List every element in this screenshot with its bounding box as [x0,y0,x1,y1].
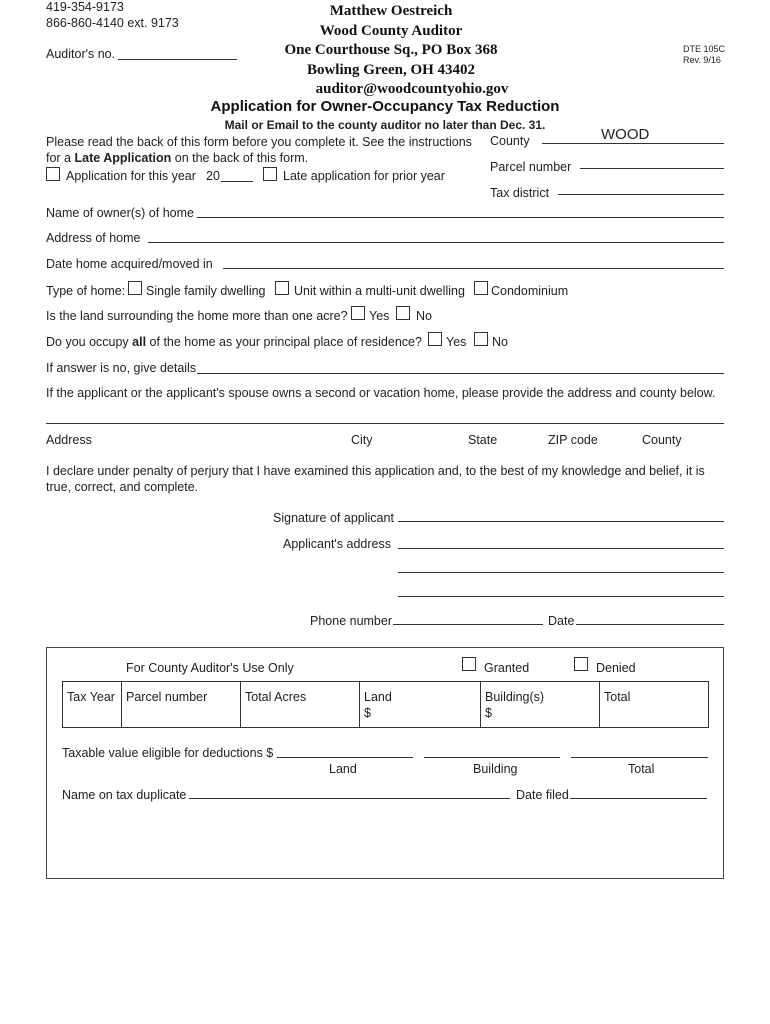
taxable-total-field[interactable] [571,757,708,758]
auditor-address-1: One Courthouse Sq., PO Box 368 [284,42,498,58]
duplicate-label: Name on tax duplicate [62,788,187,802]
taxable-land-field[interactable] [277,757,413,758]
taxable-building-field[interactable] [424,757,560,758]
date-filed-label: Date filed [516,788,569,802]
cell-tax-year[interactable]: Tax Year [63,682,122,728]
date-acquired-field[interactable] [223,268,724,269]
phone-label: Phone number [310,614,393,628]
tax-district-field[interactable] [558,194,724,195]
tax-district-label: Tax district [490,186,550,200]
county-label: County [490,134,530,148]
auditor-table [62,681,709,728]
col-county: County [642,433,682,447]
intro-line-1: Please read the back of this form before you complete it. See the instructions [46,135,472,149]
taxable-building-label: Building [473,762,518,776]
owner-label: Name of owner(s) of home [46,206,194,220]
occupy-yes-checkbox[interactable] [428,332,442,346]
county-field[interactable] [542,143,724,144]
details-label: If answer is no, give details [46,361,197,375]
date-filed-field[interactable] [570,798,707,799]
date-label: Date [548,614,575,628]
form-rev: Rev. 9/16 [683,55,721,65]
condominium-checkbox[interactable] [474,281,488,295]
county-value[interactable]: WOOD [601,126,650,143]
phone-1: 419-354-9173 [46,0,124,14]
duplicate-field[interactable] [189,798,510,799]
intro-line-2: for a Late Application on the back of this form. [46,151,309,165]
type-label: Type of home: [46,284,126,298]
applicant-address-field-3[interactable] [398,596,724,597]
app-this-year-checkbox[interactable] [46,167,60,181]
address-label: Address of home [46,231,141,245]
col-state: State [468,433,498,447]
auditor-use-title: For County Auditor's Use Only [126,661,294,675]
address-field[interactable] [148,242,724,243]
cell-total[interactable]: Total [600,682,709,728]
single-family-checkbox[interactable] [128,281,142,295]
auditor-name: Matthew Oestreich [329,3,453,19]
acre-yes-checkbox[interactable] [351,306,365,320]
late-app-label: Late application for prior year [283,169,445,183]
app-this-year-label: Application for this year [66,169,196,183]
details-field[interactable] [197,373,724,374]
auditor-no-field[interactable] [118,59,237,60]
owner-field[interactable] [197,217,724,218]
declaration-line-1: I declare under penalty of perjury that I have examined this application and, to the best of my knowledge and belief, it is [46,464,705,478]
form-title: Application for Owner-Occupancy Tax Reduction [210,98,560,115]
occupy-yes-label: Yes [446,335,467,349]
acre-no-checkbox[interactable] [396,306,410,320]
parcel-label: Parcel number [490,160,572,174]
denied-label: Denied [596,661,636,675]
cell-land[interactable]: Land $ [360,682,481,728]
single-family-label: Single family dwelling [146,284,266,298]
col-zip: ZIP code [548,433,598,447]
condominium-label: Condominium [491,284,569,298]
applicant-address-field-2[interactable] [398,572,724,573]
occupy-no-checkbox[interactable] [474,332,488,346]
form-id: DTE 105C [683,44,726,54]
signature-label: Signature of applicant [273,511,394,525]
auditor-email: auditor@woodcountyohio.gov [315,81,509,97]
year-prefix: 20 [206,169,220,183]
occupy-no-label: No [492,335,508,349]
date-acquired-label: Date home acquired/moved in [46,257,213,271]
multi-unit-label: Unit within a multi-unit dwelling [294,284,465,298]
acre-yes-label: Yes [369,309,390,323]
second-home-instruction: If the applicant or the applicant's spouse owns a second or vacation home, please provide the address and county below. [46,386,716,400]
granted-label: Granted [484,661,530,675]
auditor-address-2: Bowling Green, OH 43402 [306,62,476,78]
declaration-line-2: true, correct, and complete. [46,480,199,494]
signature-field[interactable] [398,521,724,522]
date-field[interactable] [576,624,724,625]
applicant-address-field-1[interactable] [398,548,724,549]
taxable-total-label: Total [628,762,655,776]
denied-checkbox[interactable] [574,657,588,671]
acre-no-label: No [416,309,432,323]
phone-2: 866-860-4140 ext. 9173 [46,16,179,30]
auditor-office: Wood County Auditor [319,23,463,39]
phone-field[interactable] [393,624,543,625]
year-field[interactable] [221,181,253,182]
col-city: City [351,433,373,447]
form-subtitle: Mail or Email to the county auditor no later than Dec. 31. [224,118,546,132]
acre-question: Is the land surrounding the home more than one acre? [46,309,348,323]
cell-acres[interactable]: Total Acres [241,682,360,728]
granted-checkbox[interactable] [462,657,476,671]
late-app-checkbox[interactable] [263,167,277,181]
parcel-field[interactable] [580,168,724,169]
auditor-no-label: Auditor's no. [46,47,116,61]
cell-building[interactable]: Building(s) $ [481,682,600,728]
applicant-address-label: Applicant's address [283,537,392,551]
taxable-land-label: Land [329,762,357,776]
occupy-question: Do you occupy all of the home as your principal place of residence? [46,335,422,349]
cell-parcel[interactable]: Parcel number [122,682,241,728]
taxable-label: Taxable value eligible for deductions $ [62,746,274,760]
second-home-field[interactable] [46,423,724,424]
multi-unit-checkbox[interactable] [275,281,289,295]
col-address: Address [46,433,92,447]
